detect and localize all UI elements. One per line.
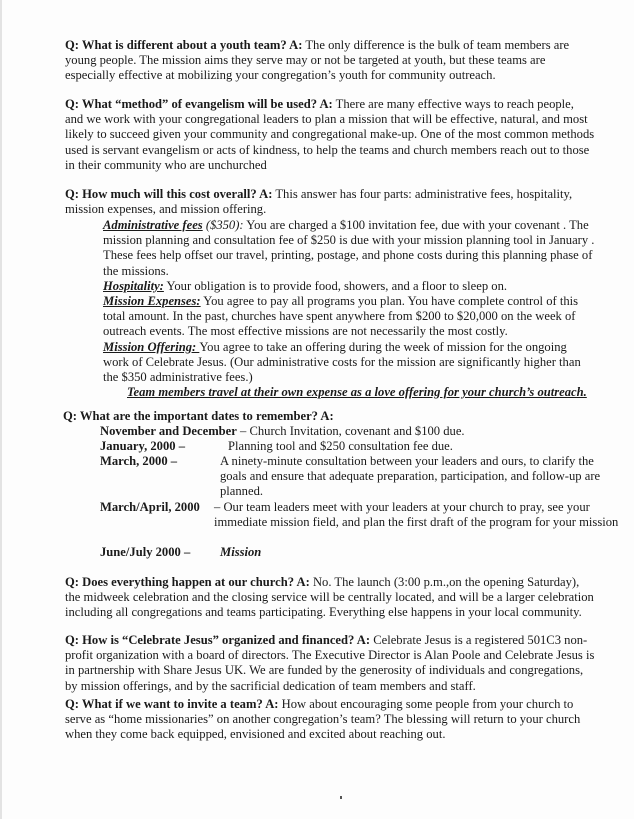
cost-text: You are charged a $100 invitation fee, due with your covenant . The mission planning and consultation fee of $250 is due with your mission planning tool in January . These fees help offset our travel, printing, postage, and phone costs during this planning phase of the missions. <box>103 218 595 278</box>
date-key: January, 2000 – <box>100 439 186 453</box>
faq-question: Q: How is “Celebrate Jesus” organized and financed? A: <box>65 633 371 647</box>
faq-answer: This answer has four parts: administrative fees, hospitality, mission expenses, and mission offering. <box>65 187 573 217</box>
travel-note: Team members travel at their own expense as a love offering for your church’s outreach. <box>127 385 587 399</box>
cost-administrative-fees <box>103 218 595 279</box>
faq-question: Q: What is different about a youth team? A: <box>65 38 303 52</box>
scan-speck <box>340 796 342 799</box>
date-value: – Church Invitation, covenant and $100 due. <box>236 424 465 438</box>
faq-answer: No. The launch (3:00 p.m.,on the opening Saturday), the midweek celebration and the closing service will be centrally located, and will be a larger celebration including all congregations and teams participating. Everything else happens in your local community. <box>65 575 594 620</box>
faq-question: Q: Does everything happen at our church? A: <box>65 575 310 589</box>
cost-text: You agree to pay all programs you plan. You have complete control of this total amount. In the past, churches have spent anywhere from $200 to $20,000 on the week of outreach events. The most effective missions are not necessarily the most costly. <box>103 294 579 339</box>
date-row-nov-dec <box>100 424 620 439</box>
cost-label: Hospitality: <box>103 279 164 293</box>
date-key: June/July 2000 – <box>100 545 191 559</box>
cost-amount: ($350): <box>202 218 244 232</box>
date-value: Planning tool and $250 consultation fee due. <box>228 439 453 453</box>
cost-mission-offering <box>103 340 595 386</box>
faq-organization <box>65 633 595 694</box>
cost-label: Mission Expenses: <box>103 294 201 308</box>
scan-edge <box>0 0 2 819</box>
faq-question: Q: What if we want to invite a team? A: <box>65 697 279 711</box>
faq-dates-question: Q: What are the important dates to remember? A: <box>63 409 334 423</box>
date-key: March, 2000 – <box>100 454 178 468</box>
date-value: – Our team leaders meet with your leaders at your church to pray, see your immediate mission field, and plan the first draft of the program for your mission <box>214 500 619 530</box>
faq-answer: Celebrate Jesus is a registered 501C3 non-profit organization with a board of directors. The Executive Director is Alan Poole and Celebrate Jesus is in partnership with Share Jesus UK. We are funded by the generosity of individuals and congregations, by mission offerings, and by the sacrificial dedication of team members and staff. <box>65 633 595 693</box>
date-key: March/April, 2000 <box>100 500 200 514</box>
cost-text: You agree to take an offering during the week of mission for the ongoing work of Celebrate Jesus. (Our administrative costs for the mission are significantly higher than the $350 administrative fees.) <box>103 340 581 385</box>
faq-youth-team <box>65 38 595 84</box>
date-value: Mission <box>220 545 262 559</box>
faq-evangelism-method <box>65 97 595 173</box>
faq-question: Q: How much will this cost overall? A: <box>65 187 273 201</box>
faq-invite-team <box>65 697 595 743</box>
faq-location <box>65 575 595 621</box>
cost-hospitality <box>103 279 595 294</box>
cost-text: Your obligation is to provide food, showers, and a floor to sleep on. <box>163 279 508 293</box>
faq-answer: The only difference is the bulk of team members are young people. The mission aims they serve may or not be targeted at youth, but these teams are especially effective at mobilizing your congregation’s youth for community outreach. <box>65 38 570 83</box>
date-value: A ninety-minute consultation between your leaders and ours, to clarify the goals and ensure that adequate preparation, participation, and follow-up are planned. <box>220 454 601 499</box>
faq-question: Q: What “method” of evangelism will be used? A: <box>65 97 333 111</box>
cost-label: Administrative fees <box>103 218 203 232</box>
cost-mission-expenses <box>103 294 595 340</box>
cost-label: Mission Offering: <box>103 340 200 354</box>
date-key: November and December <box>100 424 237 438</box>
faq-cost <box>65 187 595 217</box>
faq-answer: There are many effective ways to reach people, and we work with your congregational leaders to plan a mission that will be effective, natural, and most likely to succeed given your community and congregational make-up. One of the most common methods used is servant evangelism or acts of kindness, to help the teams and church members reach out to those in their community who are unchurched <box>65 97 595 172</box>
faq-answer: How about encouraging some people from your church to serve as “home missionaries” on another congregation’s team? The blessing will return to your church when they come back equipped, envisioned and excited about reaching out. <box>65 697 581 742</box>
